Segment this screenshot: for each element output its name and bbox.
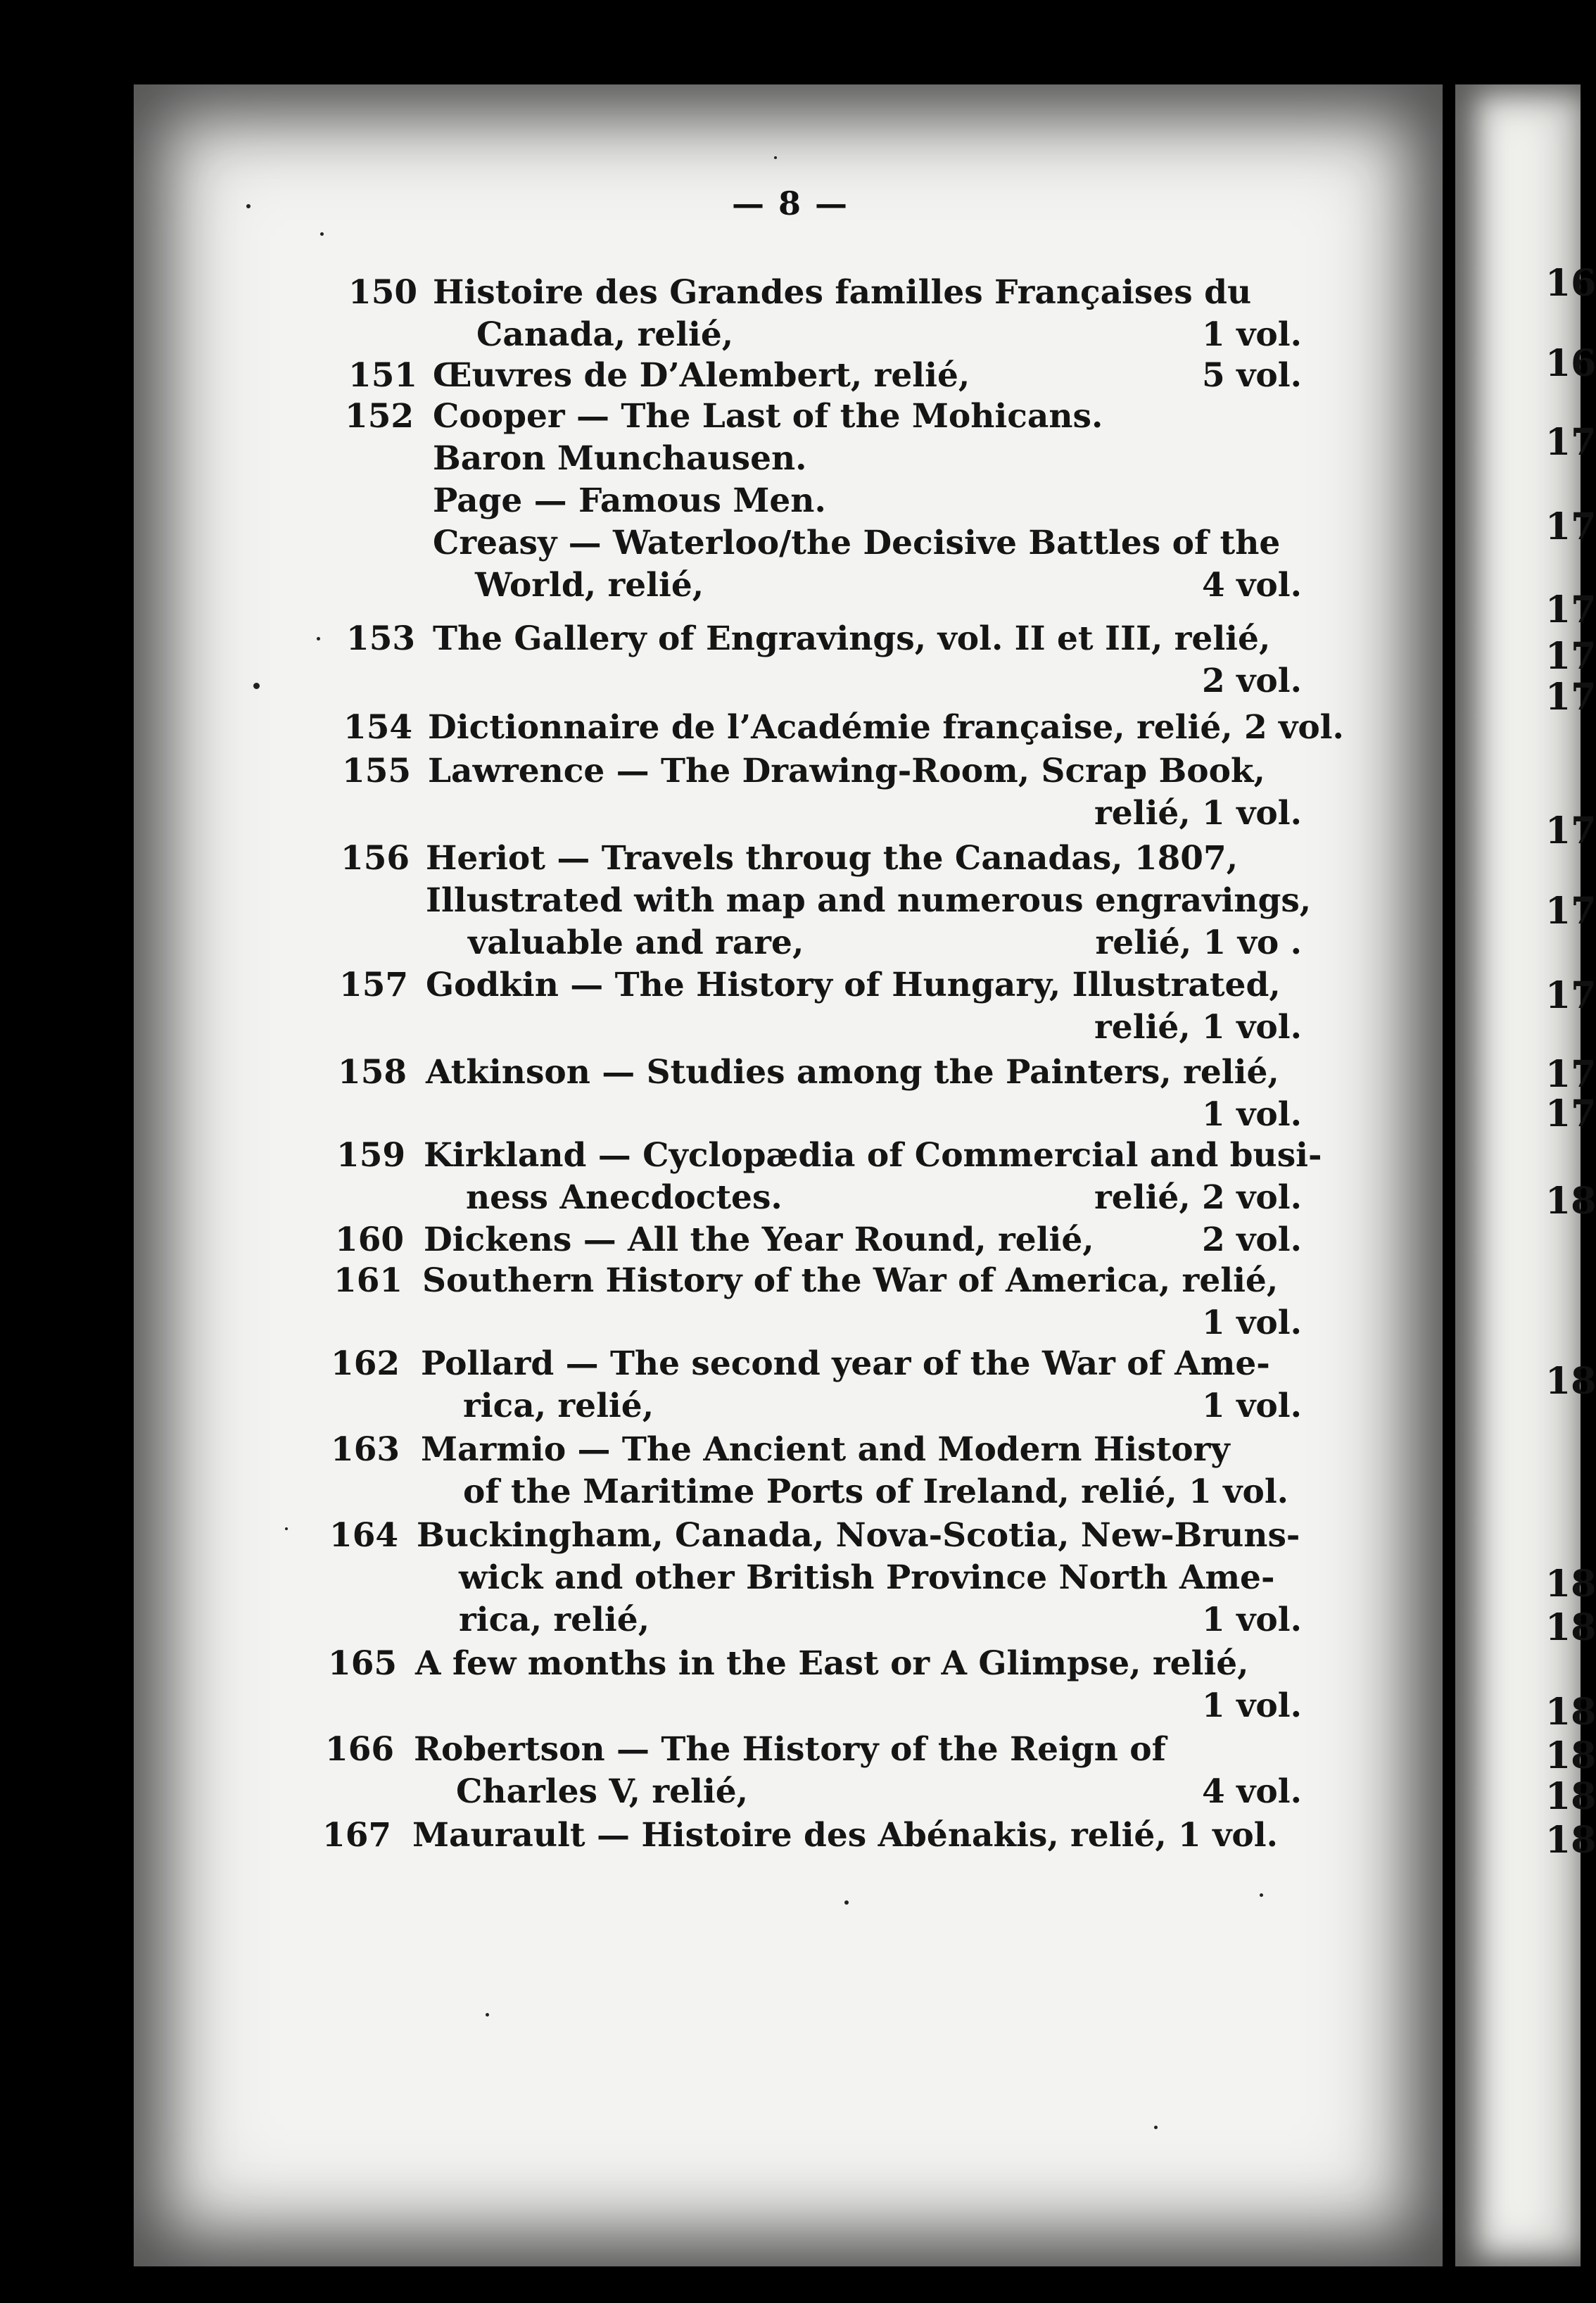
entry-number: 153 [346, 619, 416, 658]
paper-speck [844, 1900, 849, 1905]
entry-number: 154 [343, 708, 413, 747]
entry-number: 157 [339, 966, 409, 1004]
entry-volumes: 1 vol. [1202, 1387, 1302, 1425]
entry-text-line: Dickens — All the Year Round, relié, [424, 1220, 1094, 1259]
entry-volumes: 1 vol. [1202, 1601, 1302, 1639]
entry-volumes: relié, 1 vo . [1095, 923, 1302, 962]
entry-text-line: The Gallery of Engravings, vol. II et III, relié, [433, 619, 1271, 658]
facing-page-entry-number: 18 [1545, 1819, 1596, 1862]
facing-page-entry-number: 18 [1545, 1775, 1596, 1818]
entry-volumes: 1 vol. [1202, 1304, 1302, 1342]
entry-text-line: Kirkland — Cyclopædia of Commercial and busi- [424, 1136, 1322, 1175]
entry-number: 161 [334, 1261, 403, 1300]
paper-speck [1154, 2126, 1158, 2129]
facing-page-entry-number: 16 [1545, 262, 1596, 305]
entry-text-line: ness Anecdoctes. [466, 1178, 783, 1217]
paper-speck [486, 2013, 489, 2017]
entry-text-line: Creasy — Waterloo/the Decisive Battles of the [433, 524, 1281, 562]
entry-number: 158 [338, 1053, 407, 1092]
entry-number: 150 [348, 273, 418, 312]
entry-text-line: Maurault — Histoire des Abénakis, relié, 1 vol. [412, 1816, 1278, 1855]
entry-text-line: Atkinson — Studies among the Painters, relié, [426, 1053, 1279, 1092]
paper-speck [246, 204, 251, 208]
facing-page-entry-number: 17 [1545, 974, 1596, 1017]
entry-number: 160 [335, 1220, 405, 1259]
entry-volumes: relié, 1 vol. [1094, 1008, 1302, 1047]
entry-text-line: Buckingham, Canada, Nova-Scotia, New-Bruns- [417, 1516, 1300, 1555]
facing-page-entry-number: 18 [1545, 1180, 1596, 1223]
entry-text-line: rica, relié, [463, 1387, 654, 1425]
entry-text-line: Dictionnaire de l’Académie française, relié, 2 vol. [428, 708, 1344, 747]
entry-text-line: Cooper — The Last of the Mohicans. [433, 397, 1103, 436]
entry-volumes: 4 vol. [1202, 1772, 1302, 1811]
entry-text-line: Charles V, relié, [456, 1772, 748, 1811]
facing-page-entry-number: 18 [1545, 1360, 1596, 1403]
paper-speck [774, 156, 777, 159]
facing-page-entry-number: 17 [1545, 505, 1596, 548]
entry-volumes: 1 vol. [1202, 1686, 1302, 1725]
entry-text-line: Baron Munchausen. [433, 439, 807, 478]
paper-speck [253, 683, 260, 689]
entry-number: 163 [331, 1430, 400, 1469]
entry-text-line: wick and other British Province North Ame- [459, 1558, 1275, 1597]
entry-text-line: Page — Famous Men. [433, 481, 826, 520]
entry-volumes: 4 vol. [1202, 566, 1302, 605]
paper-speck [285, 1527, 288, 1530]
entry-text-line: Histoire des Grandes familles Françaises du [433, 273, 1252, 312]
facing-page-entry-number: 17 [1545, 421, 1596, 464]
entry-number: 167 [322, 1816, 392, 1855]
entry-text-line: Marmio — The Ancient and Modern History [421, 1430, 1230, 1469]
facing-page-entry-number: 18 [1545, 1563, 1596, 1605]
entry-volumes: 2 vol. [1202, 1220, 1302, 1259]
facing-page-entry-number: 17 [1545, 890, 1596, 933]
entry-number: 164 [329, 1516, 399, 1555]
entry-volumes: 1 vol. [1202, 1095, 1302, 1134]
entry-number: 152 [345, 397, 414, 436]
paper-speck [320, 232, 324, 236]
facing-page-edge [1455, 84, 1581, 2266]
facing-page-entry-number: 17 [1545, 809, 1596, 852]
facing-page-entry-number: 16 [1545, 342, 1596, 385]
entry-number: 165 [328, 1644, 398, 1683]
facing-page-entry-number: 18 [1545, 1691, 1596, 1734]
facing-page-entry-number: 17 [1545, 1092, 1596, 1135]
entry-text-line: Canada, relié, [476, 315, 734, 354]
entry-text-line: rica, relié, [459, 1601, 650, 1639]
facing-page-entry-number: 17 [1545, 588, 1596, 631]
paper-speck [1260, 1893, 1263, 1897]
entry-number: 162 [331, 1344, 400, 1383]
entry-text-line: World, relié, [475, 566, 704, 605]
entry-volumes: 1 vol. [1202, 315, 1302, 354]
entry-number: 159 [336, 1136, 406, 1175]
paper-speck [317, 637, 320, 641]
entry-text-line: Heriot — Travels throug the Canadas, 1807, [426, 839, 1239, 878]
entry-text-line: Lawrence — The Drawing-Room, Scrap Book, [428, 752, 1265, 790]
entry-text-line: Illustrated with map and numerous engravings, [426, 881, 1312, 920]
entry-text-line: Southern History of the War of America, relié, [422, 1261, 1279, 1300]
facing-page-entry-number: 18 [1545, 1734, 1596, 1777]
entry-text-line: Œuvres de D’Alembert, relié, [433, 356, 970, 395]
entry-number: 151 [348, 356, 418, 395]
entry-text-line: A few months in the East or A Glimpse, relié, [415, 1644, 1249, 1683]
facing-page-entry-number: 17 [1545, 676, 1596, 719]
entry-number: 156 [341, 839, 410, 878]
entry-number: 155 [342, 752, 412, 790]
facing-page-entry-number: 17 [1545, 1053, 1596, 1096]
entry-volumes: relié, 2 vol. [1094, 1178, 1302, 1217]
entry-text-line: Godkin — The History of Hungary, Illustrated, [426, 966, 1281, 1004]
entry-text-line: Robertson — The History of the Reign of [414, 1730, 1166, 1769]
entry-volumes: relié, 1 vol. [1094, 794, 1302, 833]
entry-volumes: 5 vol. [1202, 356, 1302, 395]
entry-text-line: of the Maritime Ports of Ireland, relié, 1 vol. [463, 1472, 1289, 1511]
entry-text-line: valuable and rare, [468, 923, 804, 962]
page-number: — 8 — [731, 184, 849, 222]
entry-volumes: 2 vol. [1202, 662, 1302, 700]
facing-page-entry-number: 17 [1545, 635, 1596, 678]
facing-page-entry-number: 18 [1545, 1606, 1596, 1649]
entry-number: 166 [325, 1730, 395, 1769]
entry-text-line: Pollard — The second year of the War of Ame- [421, 1344, 1270, 1383]
